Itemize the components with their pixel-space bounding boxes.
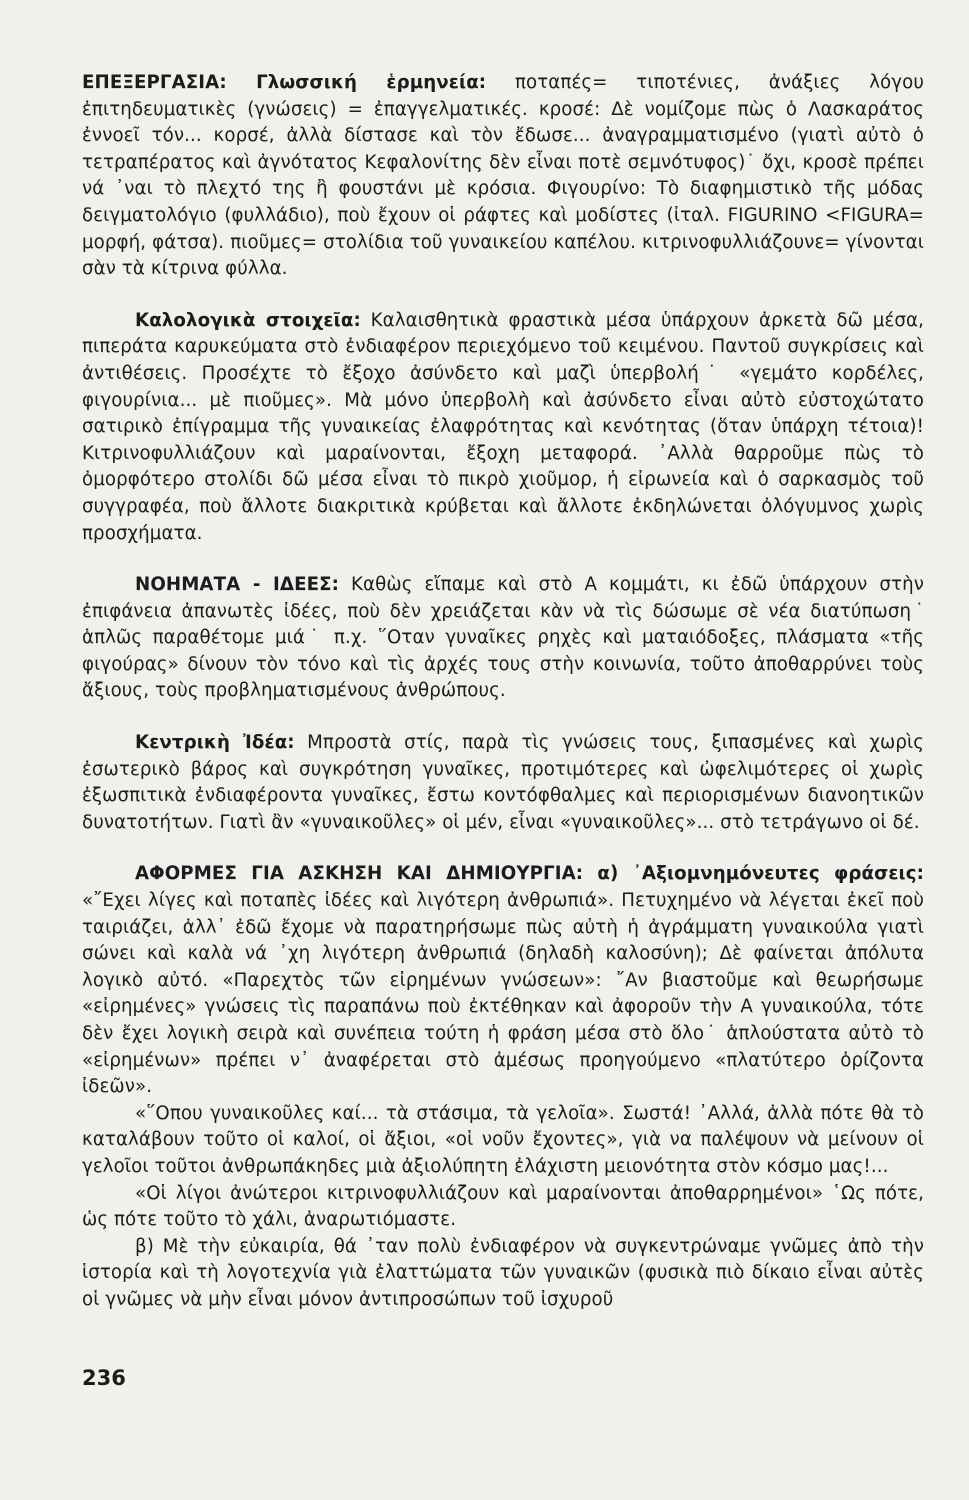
paragraph-text: β) Μὲ τὴν εὐκαιρία, θά ᾿ταν πολὺ ἐνδιαφέρον νὰ συγκεντρώναμε γνῶμες ἀπὸ τὴν ἱστορία καὶ τὴ λογοτεχνία γιὰ ἐλαττώματα τῶν γυναικῶν (φυσικὰ πιὸ δίκαιο εἶναι αὐτὲς οἱ γνῶμες νὰ μὴν εἶναι μόνον ἀντιπροσώπων τοῦ ἰσχυροῦ	[82, 1235, 924, 1310]
paragraph-kalologika	[82, 308, 924, 547]
paragraph-text: Καλαισθητικὰ φραστικὰ μέσα ὑπάρχουν ἀρκετὰ δῶ μέσα, πιπεράτα καρυκεύματα στὸ ἐνδιαφέρον περιεχόμενο τοῦ κειμένου. Παντοῦ συγκρίσεις καὶ ἀντιθέσεις. Προσέχτε τὸ ἔξοχο ἀσύνδετο καὶ μαζὶ ὑπερβολή˙ «γεμάτο κορδέλες, φιγουρίνια... μὲ πιοῦμες». Μὰ μόνο ὑπερβολὴ καὶ ἀσύνδετο εἶναι αὐτὸ εὐστοχώτατο σατιρικὸ ἐπίγραμμα τῆς γυναικείας ἐλαφρότητας καὶ κενότητας (ὅταν ὑπάρχη τέτοια)! Κιτρινοφυλλιάζουν καὶ μαραίνονται, ἔξοχη μεταφορά. ᾿Αλλὰ θαρροῦμε πὼς τὸ ὀμορφότερο στολίδι δῶ μέσα εἶναι τὸ πικρὸ χιοῦμορ, ἡ εἰρωνεία καὶ ὁ σαρκασμὸς τοῦ συγγραφέα, ποὺ ἄλλοτε διακριτικὰ κρύβεται καὶ ἄλλοτε ἐκδηλώνεται ὀλόγυμνος χωρὶς προσχήματα.	[82, 309, 924, 544]
section-heading: ΑΦΟΡΜΕΣ ΓΙΑ ΑΣΚΗΣΗ ΚΑΙ ΔΗΜΙΟΥΡΓΙΑ: α) ᾿Αξιομνημόνευτες φράσεις:	[135, 863, 924, 885]
section-heading: Κεντρικὴ Ἰδέα:	[135, 732, 295, 754]
paragraph-text: ποταπές= τιποτένιες, ἀνάξιες λόγου ἐπιτηδευματικὲς (γνώσεις) = ἐπαγγελματικές. κροσέ: Δὲ νομίζομε πὼς ὁ Λασκαράτος ἐννοεῖ τόν... κορσέ, ἀλλὰ δίστασε καὶ τὸν ἔδωσε... ἀναγραμματισμένο (γιατὶ αὐτὸ ὁ τετραπέρατος καὶ ἀγνότατος Κεφαλονίτης δὲν εἶναι ποτὲ σεμνότυφος)˙ ὄχι, κροσὲ πρέπει νά ᾿ναι τὸ πλεχτό της ἢ φουστάνι μὲ κρόσια. Φιγουρίνο: Τὸ διαφημιστικὸ τῆς μόδας δειγματολόγιο (φυλλάδιο), ποὺ ἔχουν οἱ ράφτες καὶ μοδίστες (ἰταλ. FIGURINO <FIGURA= μορφή, φάτσα). πιοῦμες= στολίδια τοῦ γυναικείου καπέλου. κιτρινοφυλλιάζουνε= γίνονται σὰν τὰ κίτρινα φύλλα.	[82, 72, 924, 280]
body-text	[82, 70, 924, 1314]
paragraph-beta	[82, 1234, 924, 1314]
section-heading: Καλολογικὰ στοιχεῖα:	[135, 309, 361, 331]
paragraph-text: Μπροστὰ στίς, παρὰ τὶς γνώσεις τους, ξιπασμένες καὶ χωρὶς ἐσωτερικὸ βάρος καὶ συγκρότηση γυναῖκες, προτιμότερες καὶ ὠφελιμότερες οἱ χωρὶς ἐξωσπιτικὰ ἐνδιαφέροντα γυναῖκες, ἔστω κοντόφθαλμες καὶ περιορισμένων διανοητικῶν δυνατοτήτων. Γιατὶ ἂν «γυναικοῦλες» οἱ μέν, εἶναι «γυναικοῦλες»... στὸ τετράγωνο οἱ δέ.	[82, 732, 924, 833]
paragraph-noimata	[82, 572, 924, 705]
paragraph-anoteroi	[82, 1181, 924, 1234]
paragraph-gynaikoules	[82, 1101, 924, 1181]
paragraph-epexergasia	[82, 70, 924, 283]
section-heading: ΝΟΗΜΑΤΑ - ΙΔΕΕΣ:	[135, 574, 340, 596]
section-heading: ΕΠΕΞΕΡΓΑΣΙΑ: Γλωσσική ἑρμηνεία:	[82, 72, 487, 93]
paragraph-kentriki-idea	[82, 730, 924, 836]
paragraph-text: Καθὼς εἴπαμε καὶ στὸ Α κομμάτι, κι ἐδῶ ὑπάρχουν στὴν ἐπιφάνεια ἀπανωτὲς ἰδέες, ποὺ δὲν χρειάζεται κὰν νὰ τὶς δώσωμε σὲ νέα διατύπωση˙ ἁπλῶς παραθέτομε μιά˙ π.χ. ῞Οταν γυναῖκες ρηχὲς καὶ ματαιόδοξες, πλάσματα «τῆς φιγούρας» δίνουν τὸν τόνο καὶ τὶς ἀρχές τους στὴν κοινωνία, τοῦτο ἀποθαρρύνει τοὺς ἄξιους, τοὺς προβληματισμένους ἀνθρώπους.	[82, 574, 924, 702]
paragraph-text: «῎Εχει λίγες καὶ ποταπὲς ἰδέες καὶ λιγότερη ἀνθρωπιά». Πετυχημένο νὰ λέγεται ἐκεῖ ποὺ ταιριάζει, ἀλλ᾿ ἐδῶ ἔχομε νὰ παρατηρήσωμε πὼς αὐτὴ ἡ ἀγράμματη γυναικούλα γιατὶ σώνει καὶ καλὰ νά ᾿χη λιγότερη ἀνθρωπιά (δηλαδὴ καλοσύνη); Δὲ φαίνεται ἀπόλυτα λογικὸ αὐτό. «Παρεχτὸς τῶν εἰρημένων γνώσεων»: ῎Αν βιαστοῦμε καὶ θεωρήσωμε «εἰρημένες» γνώσεις τὶς παραπάνω ποὺ ἐκτέθηκαν καὶ ἀφοροῦν τὴν Α γυναικούλα, τότε δὲν ἔχει λογικὴ σειρὰ καὶ συνέπεια τούτη ἡ φράση μέσα στὸ ὅλο˙ ἁπλούστατα αὐτὸ τὸ «εἰρημένων» πρέπει ν᾿ ἀναφέρεται στὸ ἀμέσως προηγούμενο «πλατύτερο ὁρίζοντα ἰδεῶν».	[82, 890, 924, 1098]
paragraph-text: «῞Οπου γυναικοῦλες καί... τὰ στάσιμα, τὰ γελοῖα». Σωστά! ᾿Αλλά, ἀλλὰ πότε θὰ τὸ καταλάβουν τοῦτο οἱ καλοί, οἱ ἄξιοι, «οἱ νοῦν ἔχοντες», γιὰ να παλέψουν νὰ μείνουν οἱ γελοῖοι τοῦτοι ἀνθρωπάκηδες μιὰ ἀξιολύπητη ἐλάχιστη μειονότητα στὸν κόσμο μας!...	[82, 1102, 924, 1177]
paragraph-aformes	[82, 861, 924, 1100]
paragraph-text: «Οἱ λίγοι ἀνώτεροι κιτρινοφυλλιάζουν καὶ μαραίνονται ἀποθαρρημένοι» ῾Ως πότε, ὡς πότε τοῦτο τὸ χάλι, ἀναρωτιόμαστε.	[82, 1182, 924, 1231]
page-number: 236	[82, 1366, 126, 1390]
